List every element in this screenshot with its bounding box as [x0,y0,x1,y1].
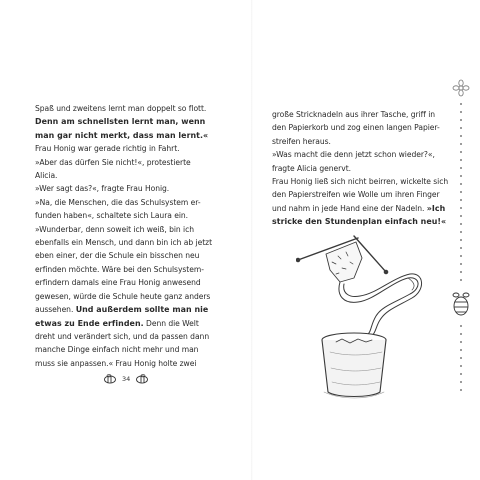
text-line: Frau Honig war gerade richtig in Fahrt. [35,144,180,154]
text-line-mixed [272,202,460,215]
text-bold: etwas zu Ende erfinden. [35,318,144,328]
knitting-wastebasket-illustration [296,232,436,402]
dotted-vine-icon [448,78,474,398]
text-line: dreht und verändert sich, und da passen dann [35,331,210,341]
text-line: eben einer, der die Schule ein bisschen neu [35,251,200,261]
page-footer [103,374,149,384]
text-line: erfindern damals eine Frau Honig anwesend [35,278,201,288]
text-line: erfinden möchte. Wäre bei den Schulsystem- [35,264,204,274]
text-line: große Stricknadeln aus ihrer Tasche, griff in [272,110,436,119]
text-line: Spaß und zweitens lernt man doppelt so flott. [35,104,207,113]
text-line: »Wunderbar, denn soweit ich weiß, bin ich [35,224,194,234]
text-line: Alicia. [35,171,58,181]
text-line: »Was macht die denn jetzt schon wieder?«, [272,150,435,160]
bee-icon-right [453,293,469,315]
text-line: Frau Honig ließ sich nicht beirren, wickelte sich [272,177,449,187]
text-bold: Und außerdem sollte man nie [75,305,209,315]
page-number: 34 [122,375,131,383]
text-line: »Wer sagt das?«, fragte Frau Honig. [35,184,170,194]
bee-icon [135,374,149,384]
flower-icon [453,80,469,96]
page-gutter [251,0,253,480]
text-line: »Aber das dürfen Sie nicht!«, protestierte [35,157,191,167]
text-line: ebenfalls ein Mensch, und dann bin ich ab jetzt [35,238,213,248]
text-line-mixed [35,317,247,330]
right-page [272,108,460,229]
text-line: »Na, die Menschen, die das Schulsystem er- [35,197,201,207]
text-line: den Papierkorb und zog einen langen Papier- [272,123,440,133]
text-line: den Papierstreifen wie Wolle um ihren Finger [272,190,440,200]
text-regular: aussehen. [35,305,76,315]
text-line: muss sie anpassen.« Frau Honig holte zwei [35,358,197,368]
text-regular: Denn die Welt [143,318,199,328]
text-bold: »Ich [426,203,446,213]
text-regular: und nahm in jede Hand eine der Nadeln. [272,203,427,213]
text-line-bold: man gar nicht merkt, dass man lernt.« [35,130,209,140]
text-line-bold: Denn am schnellsten lernt man, wenn [35,117,206,127]
text-line: gewesen, würde die Schule heute ganz anders [35,291,211,301]
text-line-mixed [35,303,247,316]
text-line: funden haben«, schaltete sich Laura ein. [35,211,189,221]
text-line-bold: stricke den Stundenplan einfach neu!« [272,217,447,227]
left-page [35,102,247,370]
text-line: streifen heraus. [272,136,331,146]
text-line: fragte Alicia genervt. [272,163,351,173]
bee-icon [103,374,117,384]
text-line: manche Dinge einfach nicht mehr und man [35,345,199,355]
